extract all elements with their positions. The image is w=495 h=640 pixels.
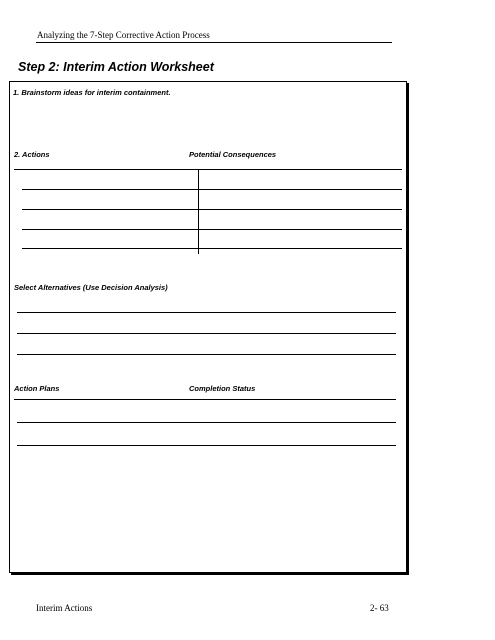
actions-row-line[interactable]: [22, 229, 402, 230]
consequences-label: Potential Consequences: [189, 150, 277, 159]
page-title: Step 2: Interim Action Worksheet: [18, 60, 214, 74]
alternative-line[interactable]: [17, 333, 396, 334]
running-header: Analyzing the 7-Step Corrective Action Process: [37, 30, 210, 40]
action-plan-line[interactable]: [17, 445, 396, 446]
action-plan-line[interactable]: [17, 422, 396, 423]
header-rule: [36, 42, 392, 43]
completion-status-label: Completion Status: [189, 384, 256, 393]
actions-label: 2. Actions: [14, 150, 50, 159]
actions-row-line[interactable]: [22, 209, 402, 210]
action-plan-line[interactable]: [14, 399, 396, 400]
brainstorm-label: 1. Brainstorm ideas for interim containment.: [13, 88, 171, 97]
footer-page-number: 2- 63: [370, 603, 389, 613]
select-alternatives-label: Select Alternatives (Use Decision Analysis): [14, 283, 168, 292]
alternative-line[interactable]: [17, 354, 396, 355]
action-plans-label: Action Plans: [14, 384, 60, 393]
footer-section-name: Interim Actions: [36, 603, 93, 613]
frame-shadow-right: [407, 83, 409, 575]
alternative-line[interactable]: [17, 312, 396, 313]
frame-shadow-bottom: [11, 573, 409, 575]
actions-row-line[interactable]: [14, 169, 402, 170]
actions-row-line[interactable]: [22, 248, 402, 249]
actions-column-divider: [198, 169, 199, 254]
actions-row-line[interactable]: [22, 189, 402, 190]
